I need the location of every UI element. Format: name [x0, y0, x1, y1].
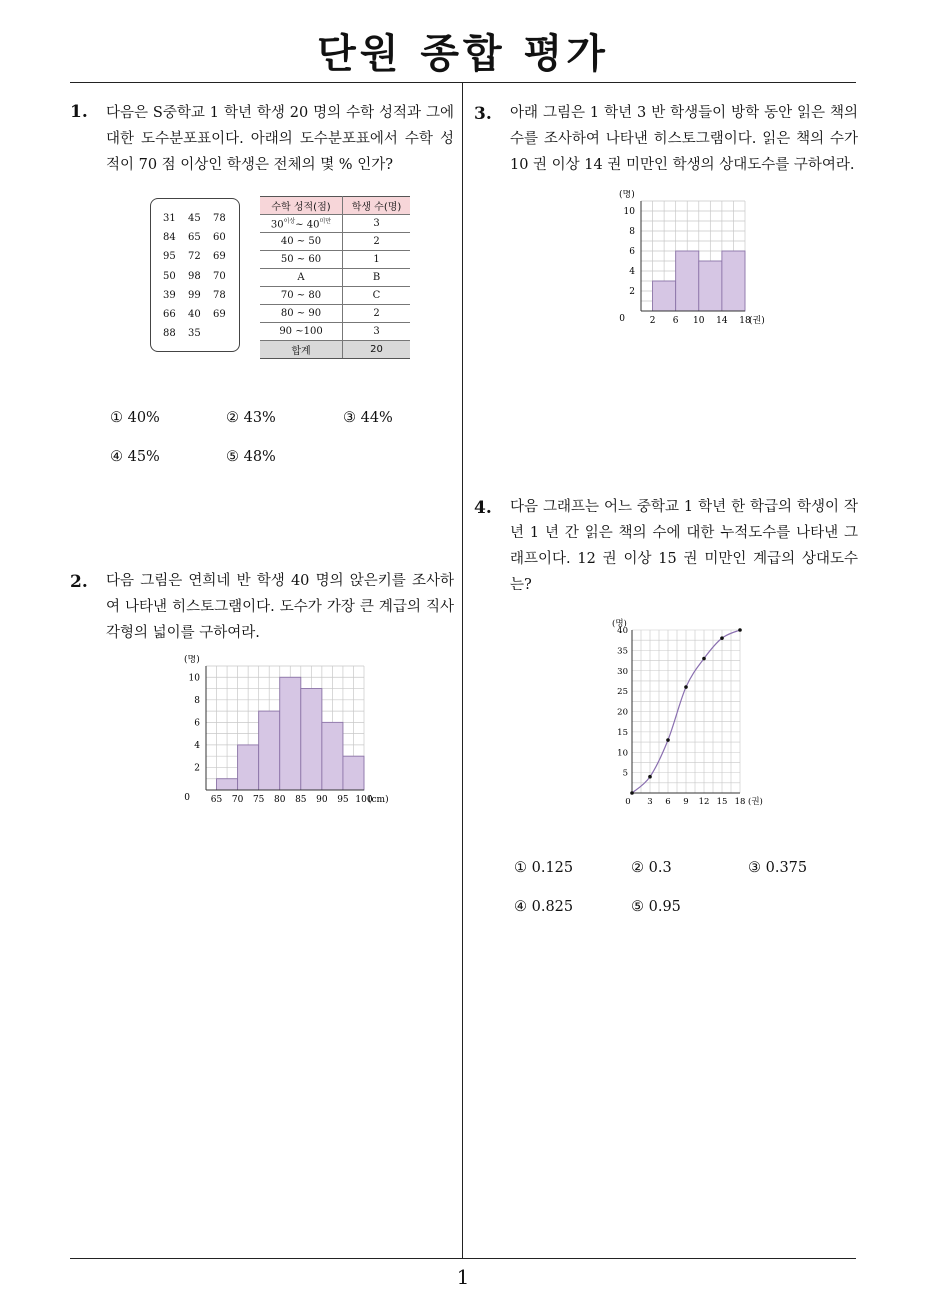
y-tick-label: 20 [617, 707, 628, 718]
table-cell-count: 2 [343, 305, 411, 323]
raw-score: 40 [188, 309, 201, 321]
y-tick-label: 2 [629, 287, 635, 297]
q1-choice-5[interactable]: ⑤ 48% [226, 449, 276, 465]
table-cell-range: 80 ~ 90 [260, 305, 343, 323]
histogram-bar [722, 251, 745, 311]
raw-score: 50 [163, 270, 176, 282]
raw-score: 99 [188, 289, 201, 301]
x-tick-label: 14 [716, 316, 728, 326]
q2-histogram-chart [170, 655, 400, 815]
x-tick-label: 9 [683, 797, 689, 807]
histogram-bar [217, 779, 238, 790]
histogram-bar [259, 711, 280, 790]
q1-number: 1. [70, 102, 88, 122]
table-row [260, 233, 410, 251]
raw-score: 78 [213, 289, 226, 301]
table-total-row [260, 341, 410, 359]
y-tick-label: 8 [629, 227, 635, 237]
y-tick-label: 4 [194, 740, 200, 751]
x-tick-label: 0 [625, 797, 631, 807]
page-number: 1 [456, 1265, 470, 1289]
table-row [260, 269, 410, 287]
data-point [666, 738, 670, 742]
x-tick-label: 12 [698, 797, 710, 807]
y-tick-label: 10 [188, 673, 200, 684]
x-tick-label: 85 [295, 795, 307, 805]
table-row [260, 251, 410, 269]
x-tick-label: 18 [734, 797, 746, 807]
raw-scores-row [163, 267, 238, 286]
y-axis-label: (명) [619, 190, 635, 200]
y-tick-label: 4 [629, 267, 635, 277]
raw-score: 98 [188, 270, 201, 282]
x-tick-label: 95 [337, 795, 349, 805]
raw-scores-box [150, 198, 240, 352]
y-tick-label: 0 [184, 793, 190, 803]
q4-choice-1[interactable]: ① 0.125 [514, 860, 574, 876]
table-cell-count: 3 [343, 323, 411, 341]
x-axis-label: (권) [748, 797, 763, 807]
histogram-bar [301, 689, 322, 790]
raw-score: 39 [163, 289, 176, 301]
range-low: 30 [270, 219, 284, 231]
raw-score: 69 [213, 251, 226, 263]
x-tick-label: 6 [672, 316, 679, 326]
histogram-bar [322, 722, 343, 790]
y-tick-label: 5 [622, 768, 628, 779]
table-header-score: 수학 성적(점) [260, 197, 343, 215]
table-cell-range [260, 215, 343, 233]
x-tick-label: 65 [210, 795, 223, 805]
y-tick-label: 0 [619, 314, 625, 324]
raw-score: 84 [163, 232, 176, 244]
y-axis-label: (명) [184, 655, 200, 665]
y-tick-label: 30 [617, 666, 628, 677]
range-low-suffix: 이상 [283, 218, 296, 226]
data-point [738, 628, 742, 632]
histogram-bar [238, 745, 259, 790]
q1-choice-4[interactable]: ④ 45% [110, 449, 160, 465]
table-header-count: 학생 수(명) [343, 197, 411, 215]
raw-score: 65 [188, 232, 201, 244]
x-tick-label: 3 [647, 797, 653, 807]
x-tick-label: 10 [693, 316, 705, 326]
x-tick-label: 75 [252, 795, 265, 805]
table-row [260, 323, 410, 341]
x-tick-label: 2 [649, 316, 656, 326]
table-cell-count: 2 [343, 233, 411, 251]
raw-scores-row [163, 324, 238, 343]
histogram-bar [699, 261, 722, 311]
q1-choice-2[interactable]: ② 43% [226, 410, 276, 426]
q4-number: 4. [474, 498, 492, 518]
y-tick-label: 10 [623, 207, 635, 217]
q3-number: 3. [474, 104, 492, 124]
x-tick-label: 18 [739, 316, 751, 326]
table-total-value: 20 [343, 341, 411, 359]
histogram-bar [653, 281, 676, 311]
raw-score: 66 [163, 309, 176, 321]
top-rule [70, 82, 856, 83]
q4-choice-3[interactable]: ③ 0.375 [748, 860, 808, 876]
raw-score: 69 [213, 309, 226, 321]
q4-cumulative-chart [610, 610, 770, 810]
y-tick-label: 15 [617, 727, 628, 738]
table-cell-range: 40 ~ 50 [260, 233, 343, 251]
q2-number: 2. [70, 572, 88, 592]
q4-text: 다음 그래프는 어느 중학교 1 학년 한 학급의 학생이 작년 1 년 간 읽은 책의 수에 대한 누적도수를 나타낸 그래프이다. 12 권 이상 15 권 미만인 계급의 상대도수는? [510, 499, 858, 593]
data-point [720, 636, 724, 640]
raw-scores-row [163, 286, 238, 305]
raw-scores-row [163, 247, 238, 266]
x-tick-label: 90 [316, 795, 328, 805]
q1-text: 다음은 S중학교 1 학년 학생 20 명의 수학 성적과 그에 대한 도수분포표이다. 아래의 도수분포표에서 수학 성적이 70 점 이상인 학생은 전체의 몇 % 인가? [106, 105, 454, 173]
table-cell-range: 70 ~ 80 [260, 287, 343, 305]
data-point [702, 657, 706, 661]
y-tick-label: 35 [617, 646, 628, 657]
data-point [648, 775, 652, 779]
x-tick-label: 100 [355, 795, 373, 805]
table-cell-count: 3 [343, 215, 411, 233]
y-axis-label: (명) [612, 619, 627, 629]
x-tick-label: 80 [274, 795, 286, 805]
table-row [260, 215, 410, 233]
raw-score: 45 [188, 213, 201, 224]
table-cell-range: 50 ~ 60 [260, 251, 343, 269]
data-point [630, 791, 634, 795]
q4-choice-5[interactable]: ⑤ 0.95 [631, 899, 681, 915]
range-high-suffix: 미만 [319, 218, 332, 226]
table-row [260, 287, 410, 305]
raw-scores [163, 209, 238, 343]
raw-score: 35 [188, 328, 201, 340]
table-cell-count: B [343, 269, 411, 287]
y-tick-label: 6 [629, 247, 635, 257]
table-total-label: 합계 [260, 341, 343, 359]
y-tick-label: 2 [194, 763, 200, 774]
raw-score: 31 [163, 213, 176, 224]
y-tick-label: 10 [617, 748, 628, 759]
raw-score: 95 [163, 251, 176, 263]
q1-choice-1[interactable]: ① 40% [110, 410, 160, 426]
q1-choice-3[interactable]: ③ 44% [343, 410, 393, 426]
range-high: ~ 40 [295, 219, 320, 231]
x-axis-label: (cm) [368, 795, 389, 805]
q3-text: 아래 그림은 1 학년 3 반 학생들이 방학 동안 읽은 책의 수를 조사하여 나타낸 히스토그램이다. 읽은 책의 수가 10 권 이상 14 권 미만인 학생의 상대도수를 구하여라. [510, 105, 858, 173]
raw-score: 88 [163, 328, 176, 340]
raw-score: 60 [213, 232, 226, 244]
y-tick-label: 25 [617, 687, 628, 698]
q2-text: 다음 그림은 연희네 반 학생 40 명의 앉은키를 조사하여 나타낸 히스토그램이다. 도수가 가장 큰 계급의 직사각형의 넓이를 구하여라. [106, 573, 454, 641]
y-tick-label: 40 [617, 626, 628, 636]
column-divider [462, 83, 463, 1258]
x-tick-label: 6 [665, 797, 671, 807]
table-row [260, 305, 410, 323]
frequency-table [260, 196, 410, 359]
raw-score: 70 [213, 270, 226, 282]
y-tick-label: 8 [194, 695, 200, 706]
histogram-bar [280, 677, 301, 790]
q4-choice-2[interactable]: ② 0.3 [631, 860, 672, 876]
data-point [684, 685, 688, 689]
table-cell-count: C [343, 287, 411, 305]
raw-score: 72 [188, 251, 201, 263]
table-cell-range: 90 ~100 [260, 323, 343, 341]
page-title: 단원 종합 평가 [317, 31, 609, 77]
raw-scores-row [163, 305, 238, 324]
histogram-bar [676, 251, 699, 311]
raw-scores-row [163, 228, 238, 247]
bottom-rule [70, 1258, 856, 1259]
raw-score: 78 [213, 213, 226, 224]
table-cell-range: A [260, 269, 343, 287]
y-tick-label: 6 [194, 718, 200, 729]
x-axis-label: (권) [749, 316, 765, 326]
q3-histogram-chart [608, 190, 788, 335]
raw-scores-row [163, 209, 238, 228]
x-tick-label: 15 [716, 797, 728, 807]
x-tick-label: 70 [231, 795, 244, 805]
histogram-bar [343, 756, 364, 790]
table-cell-count: 1 [343, 251, 411, 269]
q4-choice-4[interactable]: ④ 0.825 [514, 899, 574, 915]
